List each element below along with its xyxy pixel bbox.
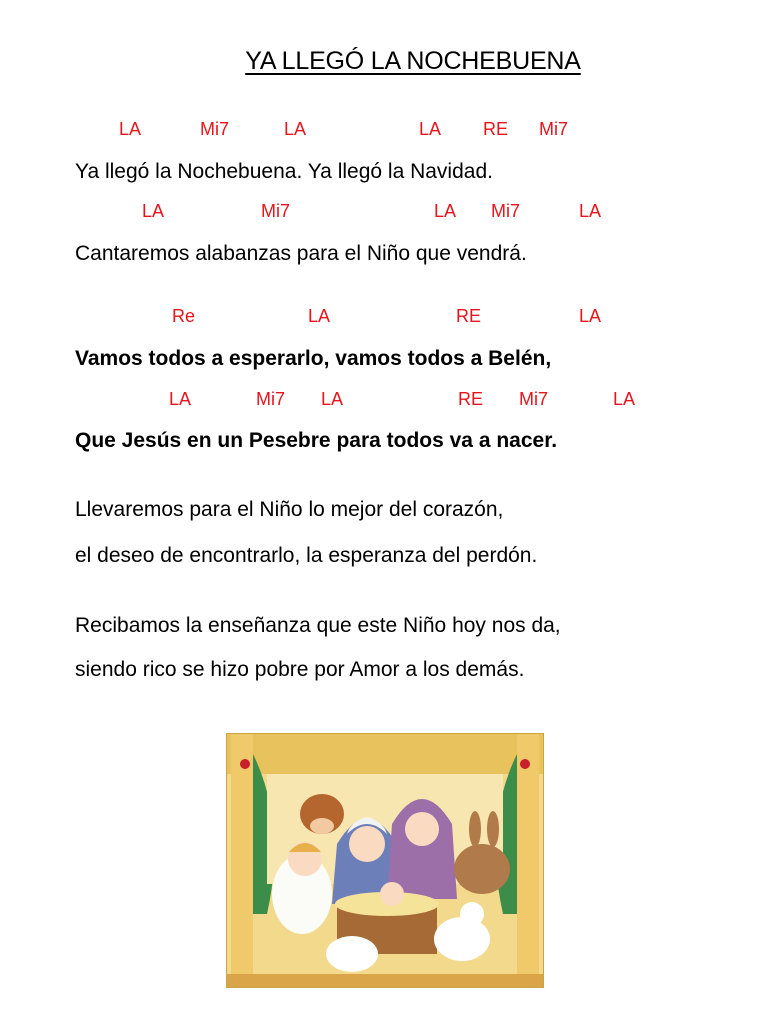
song-title: YA LLEGÓ LA NOCHEBUENA [245, 47, 581, 75]
chord: LA [579, 306, 602, 326]
chord: LA [434, 201, 457, 221]
lyric-line: Que Jesús en un Pesebre para todos va a nacer. [75, 429, 558, 452]
chord: LA [613, 389, 636, 409]
lyric-line: Llevaremos para el Niño lo mejor del corazón, [75, 498, 504, 521]
lyric-line: el deseo de encontrarlo, la esperanza del perdón. [75, 544, 538, 567]
chord-line [0, 389, 768, 411]
chord-line [0, 201, 768, 223]
chord-line [0, 306, 768, 328]
chord: Re [172, 306, 196, 326]
chord: LA [119, 119, 142, 139]
chord: RE [456, 306, 482, 326]
chord: Mi7 [539, 119, 569, 139]
nativity-scene-drawing [227, 734, 543, 987]
chord: LA [142, 201, 165, 221]
chord: LA [321, 389, 344, 409]
lyric-line: Vamos todos a esperarlo, vamos todos a Belén, [75, 347, 552, 370]
chord: Mi7 [256, 389, 286, 409]
chord: Mi7 [491, 201, 521, 221]
lyric-line: siendo rico se hizo pobre por Amor a los demás. [75, 658, 525, 681]
chord: Mi7 [200, 119, 230, 139]
lyric-line: Cantaremos alabanzas para el Niño que vendrá. [75, 242, 527, 265]
lyric-line: Recibamos la enseñanza que este Niño hoy nos da, [75, 614, 561, 637]
chord: RE [483, 119, 509, 139]
chord: LA [419, 119, 442, 139]
chord: RE [458, 389, 484, 409]
chord: LA [169, 389, 192, 409]
chord-line [0, 119, 768, 141]
chord: LA [284, 119, 307, 139]
lyric-line: Ya llegó la Nochebuena. Ya llegó la Navidad. [75, 160, 493, 183]
chord: LA [579, 201, 602, 221]
chord: Mi7 [519, 389, 549, 409]
chord: LA [308, 306, 331, 326]
chord: Mi7 [261, 201, 291, 221]
nativity-scene-illustration [226, 733, 544, 988]
